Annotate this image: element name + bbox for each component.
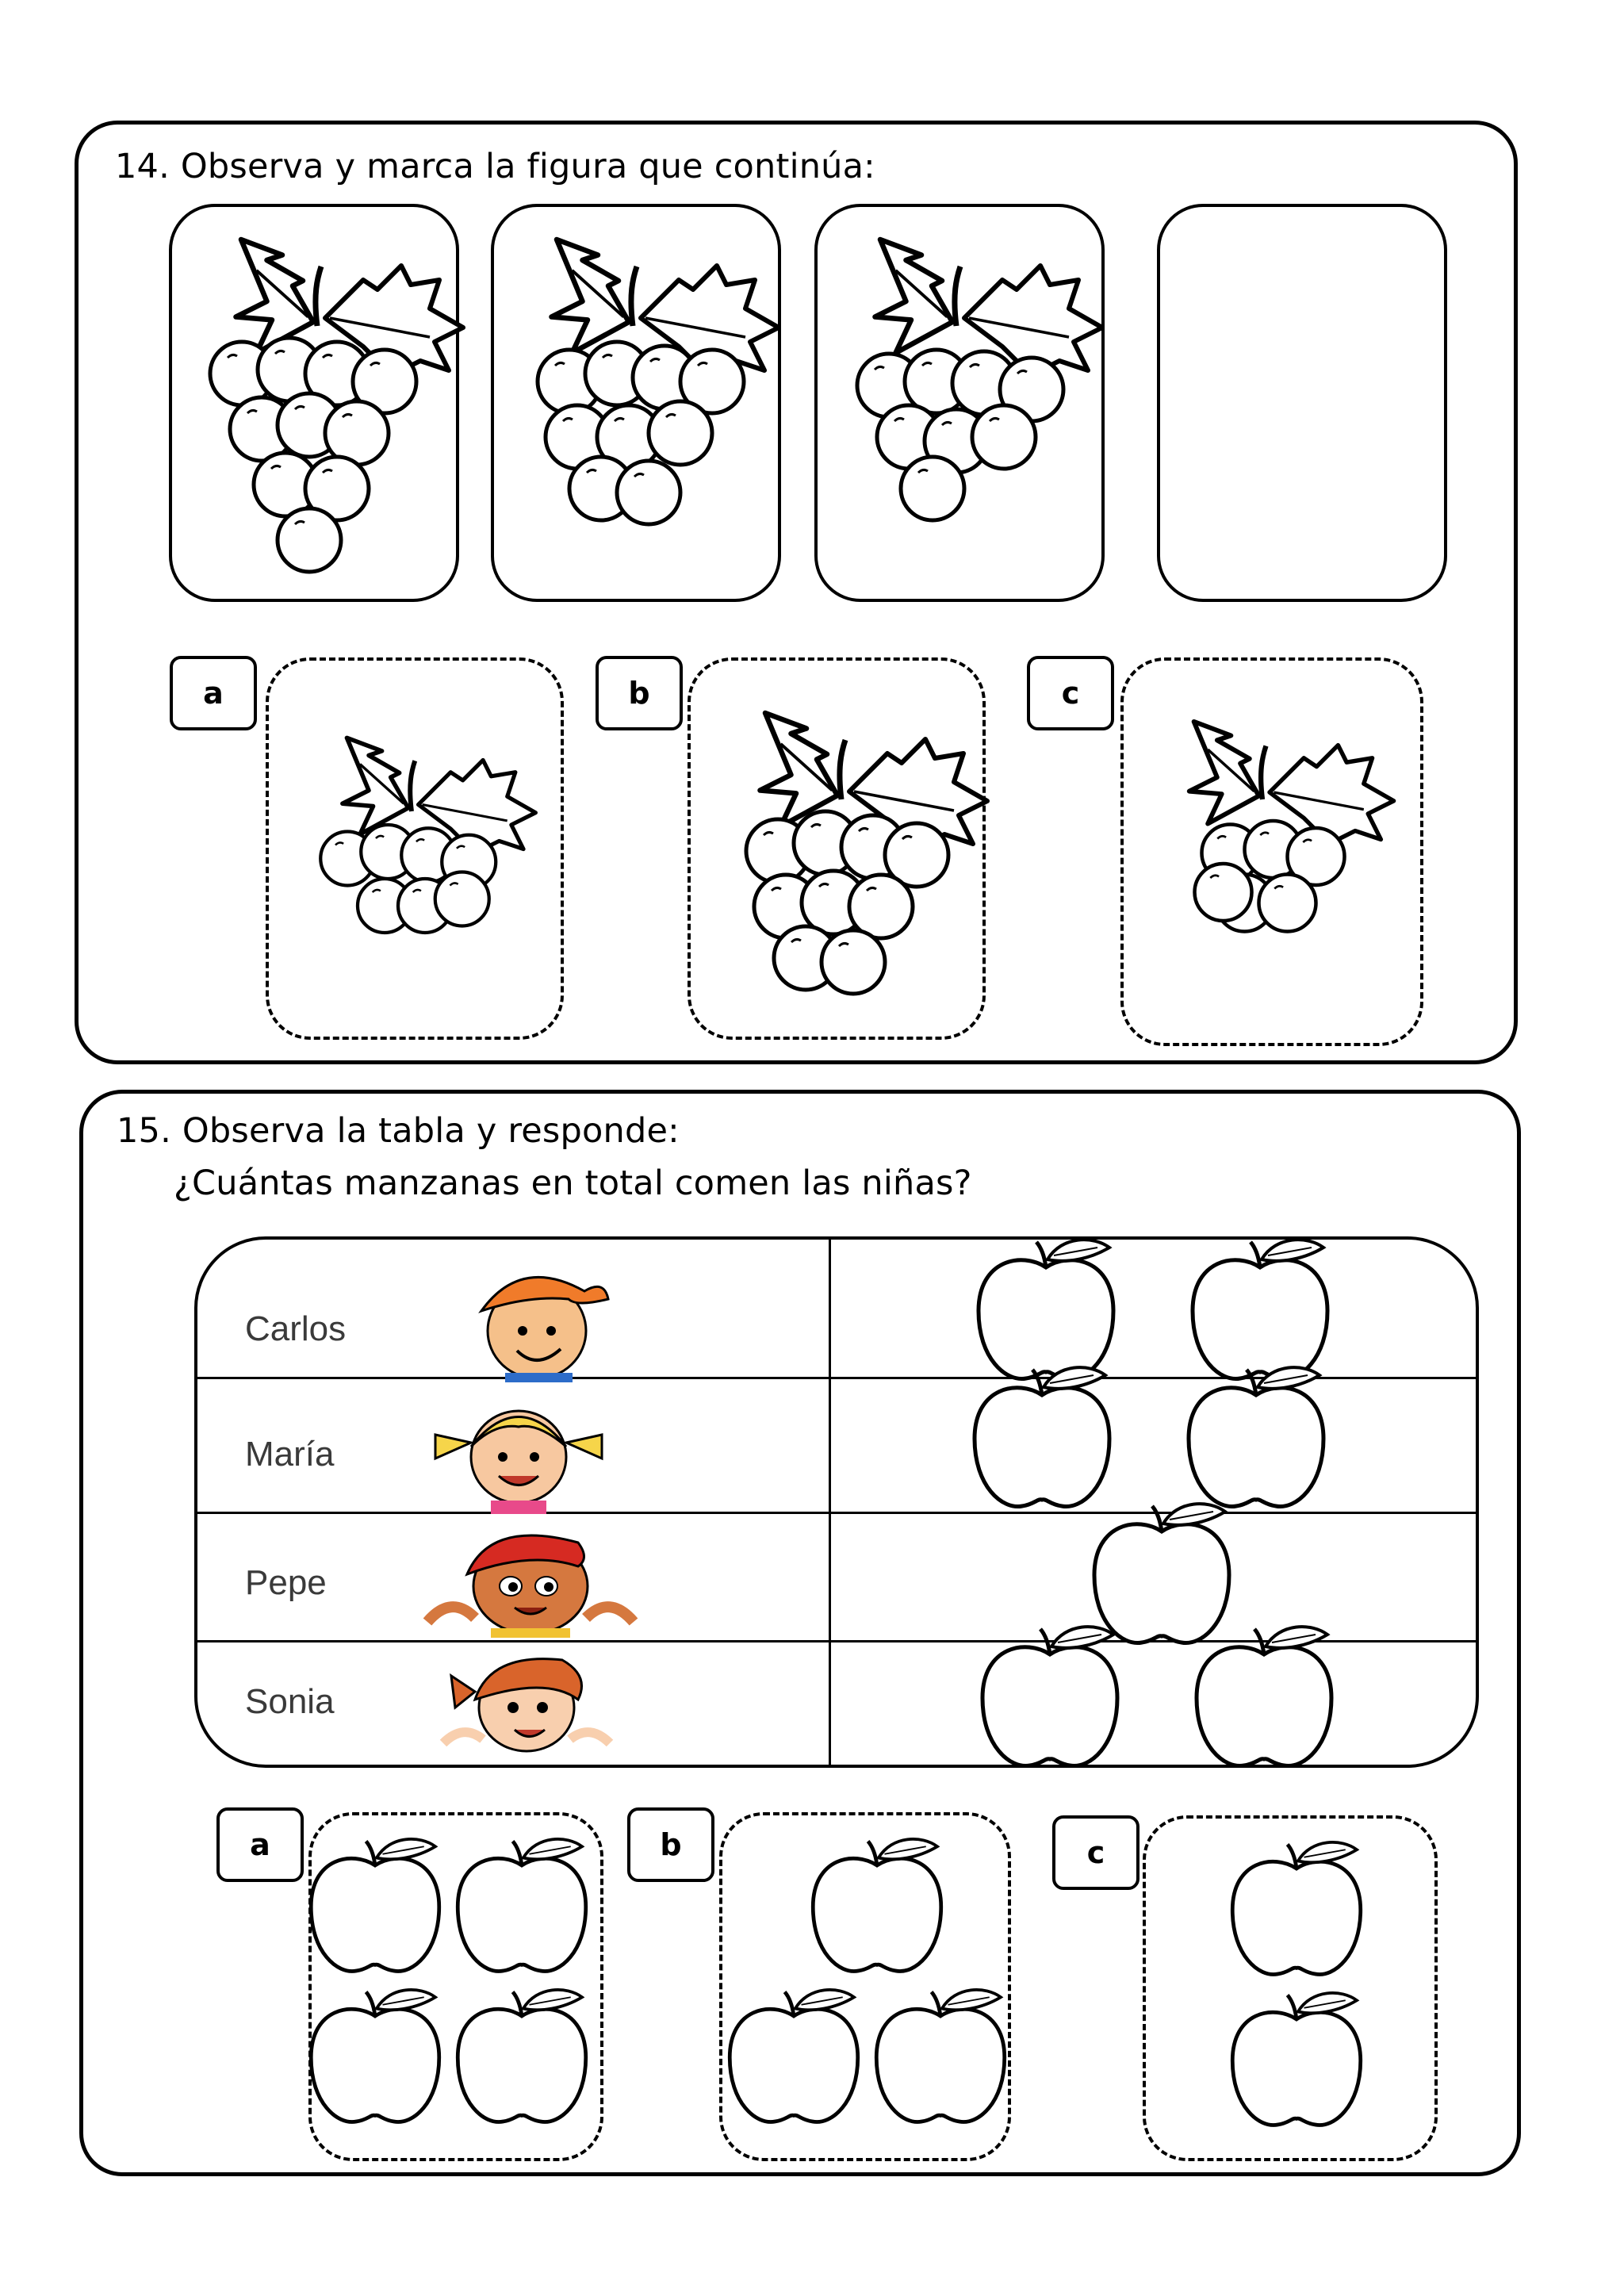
question-15-panel: [79, 1090, 1521, 2176]
apple-icon: [1297, 2064, 1439, 2207]
row-name: Carlos: [245, 1309, 347, 1348]
boy-red-cap-icon: [419, 1519, 642, 1638]
option-c-label[interactable]: c: [1052, 1815, 1139, 1890]
table-row: [197, 1379, 1476, 1514]
girl-pigtails-icon: [412, 1387, 626, 1514]
question-14-panel: [75, 121, 1518, 1064]
table-row: [197, 1642, 1476, 1768]
option-b-box[interactable]: [688, 657, 986, 1040]
option-c-box[interactable]: [1143, 1815, 1438, 2161]
grape-bunch-icon: [818, 207, 1108, 605]
apples-table: [194, 1236, 1479, 1768]
grape-bunch-icon: [691, 661, 989, 1043]
boy-cap-icon: [450, 1255, 624, 1382]
apple-icon: [1264, 1702, 1423, 1768]
apple-icon: [522, 2061, 665, 2204]
row-name: Sonia: [245, 1682, 335, 1721]
question-15-prompt: 15. Observa la tabla y responde:: [117, 1111, 680, 1151]
option-a-label[interactable]: a: [170, 656, 257, 730]
apple-icon: [940, 2061, 1083, 2204]
row-name: Pepe: [245, 1563, 327, 1602]
question-14-prompt: 14. Observa y marca la figura que continúa:: [115, 147, 875, 186]
option-b-label[interactable]: b: [627, 1807, 714, 1882]
option-b-label[interactable]: b: [596, 656, 683, 730]
row-name: María: [245, 1435, 335, 1474]
option-a-label[interactable]: a: [216, 1807, 304, 1882]
sequence-box-1: [169, 204, 459, 602]
sequence-box-2: [491, 204, 781, 602]
table-row: [197, 1514, 1476, 1642]
sequence-box-3: [814, 204, 1105, 602]
option-c-label[interactable]: c: [1027, 656, 1114, 730]
option-a-box[interactable]: [308, 1812, 603, 2161]
grape-bunch-icon: [172, 207, 462, 605]
question-15-question: ¿Cuántas manzanas en total comen las niñas?: [174, 1163, 972, 1203]
sequence-blank-box[interactable]: [1157, 204, 1447, 602]
grape-bunch-icon: [1124, 661, 1427, 1049]
table-row: [197, 1240, 1476, 1379]
apple-icon: [1050, 1702, 1208, 1768]
option-a-box[interactable]: [266, 657, 564, 1040]
option-c-box[interactable]: [1120, 657, 1423, 1046]
girl-redhead-icon: [435, 1644, 618, 1763]
option-b-box[interactable]: [719, 1812, 1011, 2161]
grape-bunch-icon: [269, 661, 567, 1043]
grape-bunch-icon: [494, 207, 784, 605]
